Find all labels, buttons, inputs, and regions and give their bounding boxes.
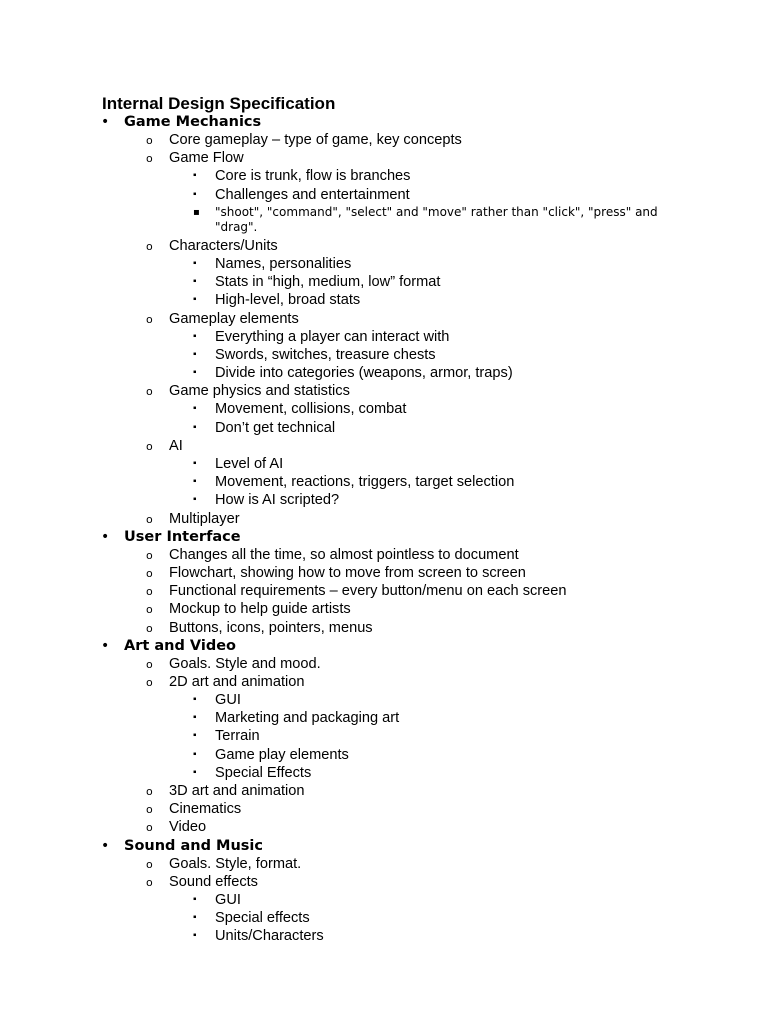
list-item-label: Core gameplay – type of game, key concepts bbox=[169, 132, 462, 148]
list-item-label: Video bbox=[169, 819, 207, 836]
sub-list-item-label: Challenges and entertainment bbox=[215, 186, 410, 203]
sub-list-item-row bbox=[0, 709, 768, 727]
list-item-label: Cinematics bbox=[169, 801, 242, 818]
section-item bbox=[0, 837, 768, 946]
list-item-label: Game physics and statistics bbox=[169, 383, 350, 400]
list-item-row bbox=[0, 673, 768, 691]
section-label: Art and Video bbox=[124, 637, 236, 654]
subsection-list bbox=[0, 655, 768, 837]
sub-list-item-label: "shoot", "command", "select" and "move" rather than "click", "press" and "drag". bbox=[215, 204, 658, 234]
square-bullet-icon: ▪ bbox=[193, 494, 197, 506]
square-bullet-icon: ▪ bbox=[193, 257, 197, 269]
disc-bullet-icon: • bbox=[101, 637, 110, 654]
circle-bullet-icon: o bbox=[146, 875, 153, 889]
circle-bullet-icon: o bbox=[146, 585, 153, 599]
list-item-row bbox=[0, 655, 768, 673]
sub-list bbox=[0, 167, 768, 236]
sub-list-item-row bbox=[0, 255, 768, 273]
sub-list bbox=[0, 455, 768, 510]
list-item-label: Characters/Units bbox=[169, 237, 278, 254]
sub-list bbox=[0, 328, 768, 383]
square-bullet-icon: ▪ bbox=[193, 748, 197, 760]
list-item-label: Sound effects bbox=[169, 873, 258, 890]
list-item bbox=[0, 237, 768, 310]
square-bullet-icon: ▪ bbox=[193, 893, 197, 905]
sub-list-item bbox=[0, 746, 768, 764]
sub-list-item-label: Movement, collisions, combat bbox=[215, 401, 407, 418]
list-item-row bbox=[0, 782, 768, 800]
list-item bbox=[0, 131, 768, 149]
square-bullet-icon: ▪ bbox=[193, 421, 197, 433]
list-item-row bbox=[0, 619, 768, 637]
sub-list-item bbox=[0, 364, 768, 382]
square-bullet-icon: ▪ bbox=[193, 403, 197, 415]
circle-bullet-icon: o bbox=[146, 385, 153, 399]
square-bullet-icon: ▪ bbox=[193, 912, 197, 924]
list-item-row bbox=[0, 855, 768, 873]
list-item bbox=[0, 510, 768, 528]
list-item-label: 3D art and animation bbox=[169, 783, 305, 799]
list-item bbox=[0, 873, 768, 946]
list-item bbox=[0, 782, 768, 800]
square-bullet-icon: ▪ bbox=[193, 188, 197, 200]
square-bullet-icon: ▪ bbox=[193, 367, 197, 379]
square-bullet-icon: ▪ bbox=[193, 330, 197, 342]
sub-list-item bbox=[0, 400, 768, 418]
sub-list-item-row bbox=[0, 346, 768, 364]
list-item-row bbox=[0, 582, 768, 600]
sub-list-item bbox=[0, 691, 768, 709]
sub-list bbox=[0, 691, 768, 782]
list-item-row bbox=[0, 546, 768, 564]
sub-list-item-row bbox=[0, 204, 768, 237]
disc-bullet-icon: • bbox=[101, 528, 110, 545]
section-heading bbox=[0, 113, 768, 131]
sub-list-item bbox=[0, 491, 768, 509]
list-item-row bbox=[0, 800, 768, 818]
circle-bullet-icon: o bbox=[146, 657, 153, 671]
square-bullet-icon: ▪ bbox=[193, 276, 197, 288]
section-heading bbox=[0, 837, 768, 855]
square-bullet-icon: ▪ bbox=[193, 730, 197, 742]
circle-bullet-icon: o bbox=[146, 566, 153, 580]
list-item bbox=[0, 673, 768, 782]
square-bullet-icon: ▪ bbox=[193, 206, 200, 218]
list-item bbox=[0, 800, 768, 818]
square-bullet-icon: ▪ bbox=[193, 170, 197, 182]
sub-list bbox=[0, 255, 768, 310]
list-item-label: AI bbox=[169, 437, 183, 454]
sub-list-item bbox=[0, 455, 768, 473]
circle-bullet-icon: o bbox=[146, 512, 153, 526]
sub-list-item bbox=[0, 186, 768, 204]
list-item-row bbox=[0, 149, 768, 167]
circle-bullet-icon: o bbox=[146, 152, 153, 166]
circle-bullet-icon: o bbox=[146, 785, 153, 798]
circle-bullet-icon: o bbox=[146, 857, 153, 871]
sub-list-item bbox=[0, 764, 768, 782]
list-item-row bbox=[0, 564, 768, 582]
sub-list-item bbox=[0, 204, 768, 237]
sub-list-item-label: Marketing and packaging art bbox=[215, 710, 400, 727]
list-item-label: Changes all the time, so almost pointless to document bbox=[169, 546, 519, 563]
square-bullet-icon: ▪ bbox=[193, 348, 197, 360]
list-item-row bbox=[0, 818, 768, 836]
sub-list-item-row bbox=[0, 746, 768, 764]
sub-list-item-row bbox=[0, 491, 768, 509]
sub-list-item-label: Stats in “high, medium, low” format bbox=[215, 274, 441, 291]
sub-list-item bbox=[0, 167, 768, 185]
square-bullet-icon: ▪ bbox=[193, 458, 197, 469]
circle-bullet-icon: o bbox=[146, 603, 153, 617]
sub-list-item-label: How is AI scripted? bbox=[215, 492, 340, 509]
section-item bbox=[0, 637, 768, 837]
document-title: Internal Design Specification bbox=[102, 94, 336, 113]
list-item-label: Functional requirements – every button/menu on each screen bbox=[169, 583, 567, 600]
sub-list-item-row bbox=[0, 764, 768, 782]
sub-list-item-row bbox=[0, 400, 768, 418]
sub-list-item-row bbox=[0, 927, 768, 945]
square-bullet-icon: ▪ bbox=[193, 712, 197, 724]
sub-list-item-row bbox=[0, 364, 768, 382]
square-bullet-icon: ▪ bbox=[193, 766, 197, 778]
list-item bbox=[0, 546, 768, 564]
disc-bullet-icon: • bbox=[101, 114, 110, 130]
section-item bbox=[0, 528, 768, 637]
sub-list-item-label: Terrain bbox=[215, 728, 260, 745]
sub-list-item bbox=[0, 891, 768, 909]
sub-list-item-label: Everything a player can interact with bbox=[215, 328, 450, 345]
list-item-row bbox=[0, 382, 768, 400]
section-item bbox=[0, 113, 768, 528]
sub-list-item-label: Game play elements bbox=[215, 746, 349, 763]
sub-list-item bbox=[0, 255, 768, 273]
sub-list-item-label: Core is trunk, flow is branches bbox=[215, 168, 411, 185]
list-item bbox=[0, 382, 768, 437]
sub-list-item bbox=[0, 291, 768, 309]
list-item bbox=[0, 437, 768, 510]
sub-list bbox=[0, 891, 768, 946]
list-item bbox=[0, 655, 768, 673]
square-bullet-icon: ▪ bbox=[193, 294, 197, 306]
square-bullet-icon: ▪ bbox=[193, 930, 197, 942]
sub-list-item bbox=[0, 346, 768, 364]
outline-list bbox=[0, 113, 768, 946]
sub-list-item bbox=[0, 328, 768, 346]
sub-list-item-label: GUI bbox=[215, 692, 241, 709]
list-item-label: Game Flow bbox=[169, 150, 244, 167]
sub-list-item-row bbox=[0, 691, 768, 709]
section-heading bbox=[0, 637, 768, 655]
circle-bullet-icon: o bbox=[146, 312, 153, 326]
circle-bullet-icon: o bbox=[146, 439, 153, 453]
sub-list-item-label: High-level, broad stats bbox=[215, 292, 361, 309]
subsection-list bbox=[0, 131, 768, 528]
circle-bullet-icon: o bbox=[146, 134, 153, 147]
sub-list-item-row bbox=[0, 273, 768, 291]
sub-list-item-label: Special Effects bbox=[215, 764, 312, 781]
sub-list-item-label: Movement, reactions, triggers, target selection bbox=[215, 474, 515, 491]
sub-list-item-row bbox=[0, 167, 768, 185]
list-item-label: Goals. Style and mood. bbox=[169, 655, 321, 672]
list-item bbox=[0, 310, 768, 383]
circle-bullet-icon: o bbox=[146, 548, 153, 562]
list-item-label: Mockup to help guide artists bbox=[169, 601, 351, 618]
list-item bbox=[0, 600, 768, 618]
sub-list-item-row bbox=[0, 473, 768, 491]
section-label: Game Mechanics bbox=[124, 114, 262, 130]
sub-list-item-label: Don’t get technical bbox=[215, 419, 336, 436]
circle-bullet-icon: o bbox=[146, 803, 153, 817]
section-label: User Interface bbox=[124, 528, 241, 545]
sub-list-item-row bbox=[0, 186, 768, 204]
sub-list-item-label: Swords, switches, treasure chests bbox=[215, 346, 436, 363]
sub-list-item bbox=[0, 927, 768, 945]
list-item-label: 2D art and animation bbox=[169, 673, 305, 690]
sub-list-item-row bbox=[0, 328, 768, 346]
list-item-row bbox=[0, 237, 768, 255]
sub-list bbox=[0, 400, 768, 436]
list-item-label: Gameplay elements bbox=[169, 310, 299, 327]
list-item-label: Multiplayer bbox=[169, 510, 240, 527]
list-item bbox=[0, 855, 768, 873]
section-label: Sound and Music bbox=[124, 837, 263, 854]
sub-list-item-label: Level of AI bbox=[215, 456, 284, 472]
list-item bbox=[0, 149, 768, 237]
subsection-list bbox=[0, 855, 768, 946]
square-bullet-icon: ▪ bbox=[193, 694, 197, 706]
sub-list-item bbox=[0, 727, 768, 745]
sub-list-item-label: GUI bbox=[215, 891, 241, 908]
sub-list-item-row bbox=[0, 909, 768, 927]
list-item bbox=[0, 818, 768, 836]
sub-list-item bbox=[0, 909, 768, 927]
sub-list-item-label: Special effects bbox=[215, 910, 310, 927]
sub-list-item bbox=[0, 273, 768, 291]
sub-list-item bbox=[0, 709, 768, 727]
list-item bbox=[0, 564, 768, 582]
circle-bullet-icon: o bbox=[146, 821, 153, 835]
circle-bullet-icon: o bbox=[146, 675, 153, 689]
square-bullet-icon: ▪ bbox=[193, 476, 197, 488]
sub-list-item-row bbox=[0, 727, 768, 745]
sub-list-item-row bbox=[0, 455, 768, 473]
list-item-row bbox=[0, 310, 768, 328]
list-item-row bbox=[0, 437, 768, 455]
sub-list-item bbox=[0, 473, 768, 491]
sub-list-item-label: Divide into categories (weapons, armor, traps) bbox=[215, 365, 513, 382]
list-item-row bbox=[0, 600, 768, 618]
section-heading bbox=[0, 528, 768, 546]
list-item-row bbox=[0, 510, 768, 528]
disc-bullet-icon: • bbox=[101, 837, 110, 854]
sub-list-item bbox=[0, 419, 768, 437]
list-item-label: Buttons, icons, pointers, menus bbox=[169, 619, 373, 636]
sub-list-item-row bbox=[0, 419, 768, 437]
circle-bullet-icon: o bbox=[146, 621, 153, 635]
circle-bullet-icon: o bbox=[146, 239, 153, 253]
list-item-row bbox=[0, 131, 768, 149]
list-item-label: Goals. Style, format. bbox=[169, 855, 302, 872]
list-item-row bbox=[0, 873, 768, 891]
list-item bbox=[0, 619, 768, 637]
list-item-label: Flowchart, showing how to move from screen to screen bbox=[169, 564, 526, 581]
sub-list-item-row bbox=[0, 291, 768, 309]
subsection-list bbox=[0, 546, 768, 637]
sub-list-item-label: Names, personalities bbox=[215, 255, 352, 272]
sub-list-item-label: Units/Characters bbox=[215, 928, 324, 945]
list-item bbox=[0, 582, 768, 600]
sub-list-item-row bbox=[0, 891, 768, 909]
